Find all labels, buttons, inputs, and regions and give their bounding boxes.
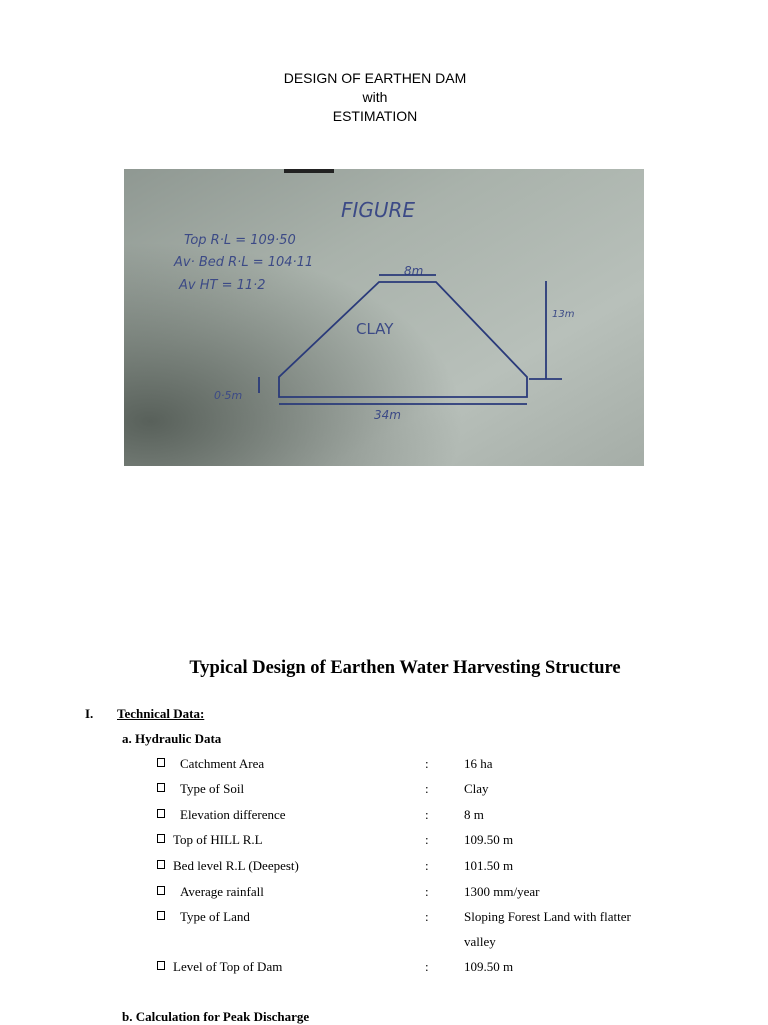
figure-photo bbox=[124, 169, 644, 466]
row-label: Bed level R.L (Deepest) bbox=[173, 858, 299, 873]
row-value: 109.50 m bbox=[464, 959, 514, 974]
checkbox-icon bbox=[157, 911, 165, 920]
figure-av-ht: Av HT = 11·2 bbox=[179, 278, 266, 293]
checkbox-icon bbox=[157, 961, 165, 970]
figure-material: CLAY bbox=[356, 320, 394, 338]
subsection-hydraulic-data: a. Hydraulic Data bbox=[122, 731, 222, 746]
header-line-2: with bbox=[362, 89, 388, 105]
row-label: Type of Soil bbox=[180, 781, 245, 796]
row-colon: : bbox=[425, 756, 429, 771]
row-colon: : bbox=[425, 781, 429, 796]
section-number: I. bbox=[85, 706, 94, 721]
figure-top-rl: Top R·L = 109·50 bbox=[184, 233, 296, 248]
section-title: Technical Data: bbox=[117, 706, 205, 721]
row-label: Type of Land bbox=[180, 909, 250, 924]
figure-title: FIGURE bbox=[341, 198, 416, 222]
row-value: 101.50 m bbox=[464, 858, 514, 873]
figure-base-width: 34m bbox=[374, 408, 401, 422]
row-label: Elevation difference bbox=[180, 807, 286, 822]
header-line-3: ESTIMATION bbox=[332, 108, 418, 124]
list-item bbox=[157, 959, 657, 983]
checkbox-icon bbox=[157, 758, 165, 767]
checkbox-icon bbox=[157, 783, 165, 792]
checkbox-icon bbox=[157, 886, 165, 895]
subsection-peak-discharge: b. Calculation for Peak Discharge bbox=[122, 1009, 310, 1024]
figure-sketch bbox=[124, 169, 644, 466]
row-value: 1300 mm/year bbox=[464, 884, 540, 899]
row-colon: : bbox=[425, 832, 429, 847]
row-colon: : bbox=[425, 909, 429, 924]
row-colon: : bbox=[425, 858, 429, 873]
checkbox-icon bbox=[157, 834, 165, 843]
row-value: 8 m bbox=[464, 807, 484, 822]
row-colon: : bbox=[425, 884, 429, 899]
row-label: Top of HILL R.L bbox=[173, 832, 263, 847]
document-title: Typical Design of Earthen Water Harvesting Structure bbox=[189, 658, 621, 678]
row-value: 109.50 m bbox=[464, 832, 514, 847]
figure-left-offset: 0·5m bbox=[214, 389, 243, 402]
list-item bbox=[157, 909, 657, 959]
figure-bed-rl: Av· Bed R·L = 104·11 bbox=[174, 255, 314, 270]
row-label: Average rainfall bbox=[180, 884, 264, 899]
figure-top-width: 8m bbox=[404, 264, 424, 278]
header-line-1: DESIGN OF EARTHEN DAM bbox=[283, 70, 467, 86]
row-value: Sloping Forest Land with flatter valley bbox=[464, 909, 631, 949]
row-colon: : bbox=[425, 807, 429, 822]
row-value: Clay bbox=[464, 781, 489, 796]
row-label: Level of Top of Dam bbox=[173, 959, 283, 974]
row-value: 16 ha bbox=[464, 756, 493, 771]
document-header bbox=[0, 69, 750, 126]
figure-height: 13m bbox=[552, 309, 575, 320]
checkbox-icon bbox=[157, 860, 165, 869]
row-colon: : bbox=[425, 959, 429, 974]
row-label: Catchment Area bbox=[180, 756, 265, 771]
checkbox-icon bbox=[157, 809, 165, 818]
